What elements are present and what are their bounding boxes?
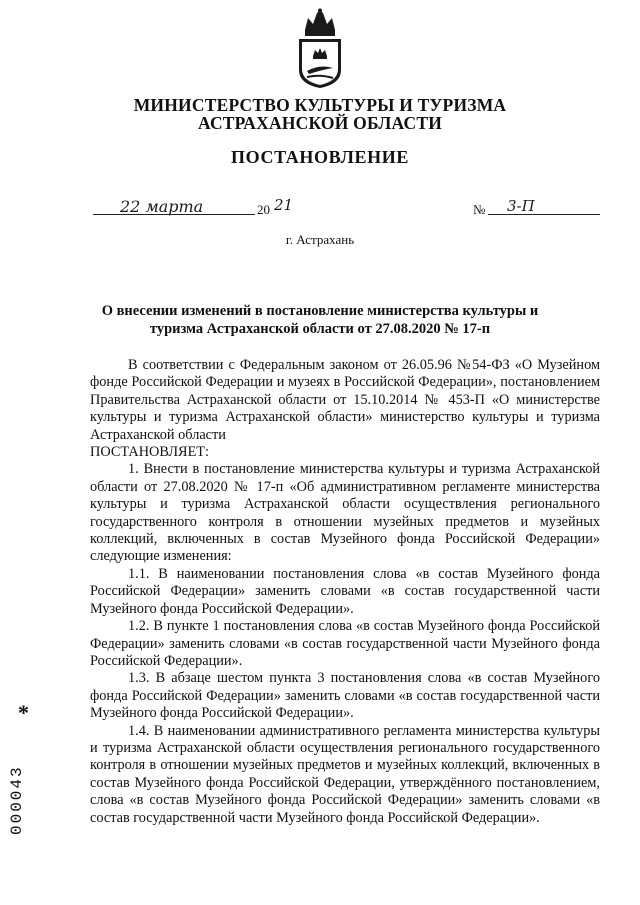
number-underline (488, 214, 600, 215)
organization-name-line1: МИНИСТЕРСТВО КУЛЬТУРЫ И ТУРИЗМА (133, 95, 507, 115)
date-handwritten: 22 марта (120, 197, 204, 216)
year-handwritten: 21 (274, 196, 294, 214)
number-label: № (473, 202, 486, 217)
decree-word: ПОСТАНОВЛЯЕТ: (90, 444, 210, 461)
paragraph-1: 1. Внести в постановление министерства культуры и туризма Астраханской области от 27.08.2020 № 17-п «Об административном регламенте министерства культуры и туризма Астраханской области осуществления регионального государственного контроля в отношении музейных предметов и музейных коллекций, включенных в состав Музейного фонда Российской Федерации» следующие изменения: (90, 461, 600, 565)
city-name: г. Астрахань (285, 232, 355, 247)
stamp-serial-number: 000043 (8, 765, 26, 835)
document-type-title: ПОСТАНОВЛЕНИЕ (231, 147, 409, 167)
stamp-star-mark: * (18, 700, 29, 725)
year-prefix: 20 (257, 202, 270, 217)
paragraph-1-4: 1.4. В наименовании административного регламента министерства культуры и туризма Астраханской области осуществления регионального государственного контроля в отношении музейных предметов и музейных коллекций, включенных в состав Музейного фонда Российской Федерации, утверждённого постановлением, слова «в состав Музейного фонда Российской Федерации» заменить словами «в состав государственной части Музейного фонда Российской Федерации». (90, 722, 600, 826)
subject-line2: туризма Астраханской области от 27.08.2020 № 17-п (149, 321, 491, 337)
coat-of-arms-emblem (295, 8, 345, 95)
number-handwritten: 3-П (507, 197, 535, 215)
organization-name-line2: АСТРАХАНСКОЙ ОБЛАСТИ (197, 113, 443, 133)
document-subject (90, 302, 550, 338)
preamble-paragraph: В соответствии с Федеральным законом от 26.05.96 №54-ФЗ «О Музейном фонде Российской Федерации и музеях в Российской Федерации», постановлением Правительства Астраханской области от 15.10.2014 № 453-П «О министерстве культуры и туризма Астраханской области» министерство культуры и туризма Астраханской области (90, 357, 600, 443)
paragraph-1-3: 1.3. В абзаце шестом пункта 3 постановления слова «в состав Музейного фонда Российской Федерации» заменить словами «в состав государственной части Музейного фонда Российской Федерации». (90, 670, 600, 722)
paragraph-1-1: 1.1. В наименовании постановления слова «в состав Музейного фонда Российской Федерации» заменить словами «в состав государственной части Музейного фонда Российской Федерации». (90, 565, 600, 617)
subject-line1: О внесении изменений в постановление министерства культуры и (101, 303, 539, 319)
document-body (90, 357, 600, 827)
paragraph-1-2: 1.2. В пункте 1 постановления слова «в состав Музейного фонда Российской Федерации» заменить словами «в состав государственной части Музейного фонда Российской Федерации». (90, 618, 600, 669)
